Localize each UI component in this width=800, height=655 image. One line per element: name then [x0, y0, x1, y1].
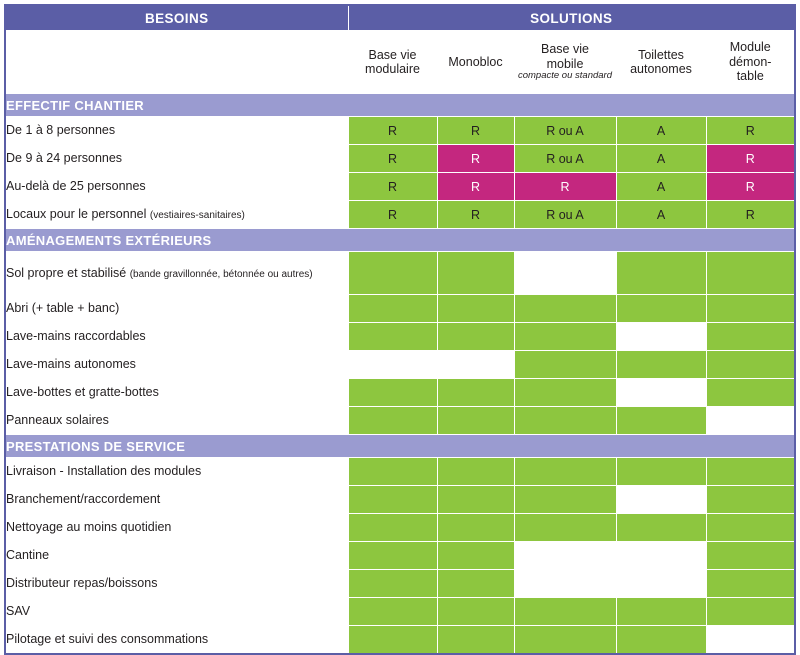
- matrix-cell: [514, 351, 616, 379]
- matrix-cell: [514, 486, 616, 514]
- row-label: Branchement/raccordement: [5, 486, 348, 514]
- matrix-cell: [514, 407, 616, 435]
- matrix-cell: [348, 598, 437, 626]
- table-row: [5, 145, 795, 173]
- table-body: [5, 94, 795, 655]
- row-label: Lave-mains autonomes: [5, 351, 348, 379]
- matrix-cell: [437, 323, 514, 351]
- matrix-cell: R: [348, 145, 437, 173]
- matrix-cell: [437, 295, 514, 323]
- table-row: [5, 514, 795, 542]
- matrix-cell: [616, 407, 706, 435]
- section-title: AMÉNAGEMENTS EXTÉRIEURS: [5, 229, 795, 252]
- matrix-cell: R: [437, 145, 514, 173]
- matrix-cell: [616, 542, 706, 570]
- matrix-cell: [706, 570, 795, 598]
- matrix-cell: R: [348, 201, 437, 229]
- table-row: [5, 542, 795, 570]
- matrix-cell: A: [616, 173, 706, 201]
- row-label: SAV: [5, 598, 348, 626]
- row-label: Abri (+ table + banc): [5, 295, 348, 323]
- matrix-cell: [706, 598, 795, 626]
- matrix-cell: [348, 542, 437, 570]
- matrix-cell: [348, 252, 437, 295]
- matrix-cell: R: [348, 117, 437, 145]
- row-label: De 9 à 24 personnes: [5, 145, 348, 173]
- matrix-cell: R: [514, 173, 616, 201]
- matrix-table: [4, 4, 796, 655]
- solution-column-header: Monobloc: [437, 31, 514, 94]
- solutions-subheader-row: [5, 31, 795, 94]
- matrix-cell: [616, 486, 706, 514]
- table-row: [5, 295, 795, 323]
- matrix-cell: [514, 323, 616, 351]
- solution-column-header: Module démon- table: [706, 31, 795, 94]
- section-title: PRESTATIONS DE SERVICE: [5, 435, 795, 458]
- table-row: [5, 379, 795, 407]
- matrix-cell: [706, 295, 795, 323]
- matrix-cell: R: [706, 117, 795, 145]
- table-row: [5, 323, 795, 351]
- solution-column-header: Base vie mobile compacte ou standard: [514, 31, 616, 94]
- row-label: Cantine: [5, 542, 348, 570]
- matrix-cell: [616, 458, 706, 486]
- matrix-cell: [437, 570, 514, 598]
- matrix-cell: [437, 486, 514, 514]
- matrix-cell: [616, 626, 706, 655]
- matrix-cell: [706, 486, 795, 514]
- matrix-cell: [348, 514, 437, 542]
- matrix-cell: [514, 252, 616, 295]
- matrix-cell: R: [706, 173, 795, 201]
- matrix-cell: [348, 323, 437, 351]
- matrix-cell: [437, 598, 514, 626]
- row-label: De 1 à 8 personnes: [5, 117, 348, 145]
- matrix-cell: A: [616, 145, 706, 173]
- solution-column-header: Base vie modulaire: [348, 31, 437, 94]
- matrix-cell: R ou A: [514, 145, 616, 173]
- table-row: [5, 570, 795, 598]
- matrix-cell: [706, 323, 795, 351]
- matrix-cell: [616, 323, 706, 351]
- matrix-cell: R ou A: [514, 201, 616, 229]
- matrix-cell: [348, 458, 437, 486]
- matrix-cell: [348, 295, 437, 323]
- solution-column-header: Toilettes autonomes: [616, 31, 706, 94]
- matrix-cell: [514, 379, 616, 407]
- needs-header: BESOINS: [5, 5, 348, 31]
- matrix-cell: R: [437, 173, 514, 201]
- matrix-cell: [616, 570, 706, 598]
- matrix-cell: [437, 458, 514, 486]
- row-label: Au-delà de 25 personnes: [5, 173, 348, 201]
- matrix-cell: [348, 407, 437, 435]
- matrix-cell: [437, 514, 514, 542]
- section-title: EFFECTIF CHANTIER: [5, 94, 795, 117]
- row-label: Lave-mains raccordables: [5, 323, 348, 351]
- matrix-cell: [616, 295, 706, 323]
- table-row: [5, 173, 795, 201]
- matrix-cell: [437, 379, 514, 407]
- matrix-cell: A: [616, 201, 706, 229]
- matrix-cell: [514, 570, 616, 598]
- matrix-cell: R: [706, 145, 795, 173]
- matrix-cell: [437, 252, 514, 295]
- table-row: [5, 486, 795, 514]
- table-row: [5, 407, 795, 435]
- matrix-cell: [514, 295, 616, 323]
- row-label: Livraison - Installation des modules: [5, 458, 348, 486]
- row-label: Nettoyage au moins quotidien: [5, 514, 348, 542]
- matrix-cell: [437, 351, 514, 379]
- matrix-cell: [616, 252, 706, 295]
- matrix-cell: [348, 379, 437, 407]
- table-row: [5, 201, 795, 229]
- row-label: Distributeur repas/boissons: [5, 570, 348, 598]
- matrix-cell: [437, 407, 514, 435]
- matrix-cell: [348, 351, 437, 379]
- matrix-cell: [514, 626, 616, 655]
- matrix-cell: [348, 570, 437, 598]
- table-row: [5, 252, 795, 295]
- matrix-cell: [514, 542, 616, 570]
- matrix-cell: R: [437, 117, 514, 145]
- matrix-cell: [706, 252, 795, 295]
- row-label: Lave-bottes et gratte-bottes: [5, 379, 348, 407]
- row-label: Pilotage et suivi des consommations: [5, 626, 348, 655]
- table-row: [5, 626, 795, 655]
- row-label: Sol propre et stabilisé (bande gravillonnée, bétonnée ou autres): [5, 252, 348, 295]
- matrix-cell: [616, 351, 706, 379]
- matrix-cell: [437, 542, 514, 570]
- matrix-cell: [514, 598, 616, 626]
- matrix-cell: A: [616, 117, 706, 145]
- matrix-cell: [706, 542, 795, 570]
- matrix-cell: R: [348, 173, 437, 201]
- matrix-cell: [437, 626, 514, 655]
- matrix-cell: R: [437, 201, 514, 229]
- matrix-cell: [616, 514, 706, 542]
- matrix-cell: [348, 486, 437, 514]
- matrix-cell: [706, 514, 795, 542]
- corner-cell: [5, 31, 348, 94]
- row-label: Locaux pour le personnel (vestiaires-sanitaires): [5, 201, 348, 229]
- matrix-cell: R ou A: [514, 117, 616, 145]
- matrix-cell: [706, 379, 795, 407]
- matrix-cell: [348, 626, 437, 655]
- table-head: [5, 5, 795, 94]
- table-row: [5, 351, 795, 379]
- matrix-cell: [706, 407, 795, 435]
- row-label: Panneaux solaires: [5, 407, 348, 435]
- solutions-header: SOLUTIONS: [348, 5, 795, 31]
- section-header-row: [5, 94, 795, 117]
- section-header-row: [5, 229, 795, 252]
- table-row: [5, 458, 795, 486]
- header-band-row: [5, 5, 795, 31]
- table-row: [5, 117, 795, 145]
- matrix-cell: [706, 351, 795, 379]
- matrix-cell: [706, 626, 795, 655]
- matrix-cell: [616, 598, 706, 626]
- matrix-cell: [706, 458, 795, 486]
- table-row: [5, 598, 795, 626]
- section-header-row: [5, 435, 795, 458]
- matrix-cell: [616, 379, 706, 407]
- matrix-cell: [514, 458, 616, 486]
- matrix-cell: R: [706, 201, 795, 229]
- matrix-cell: [514, 514, 616, 542]
